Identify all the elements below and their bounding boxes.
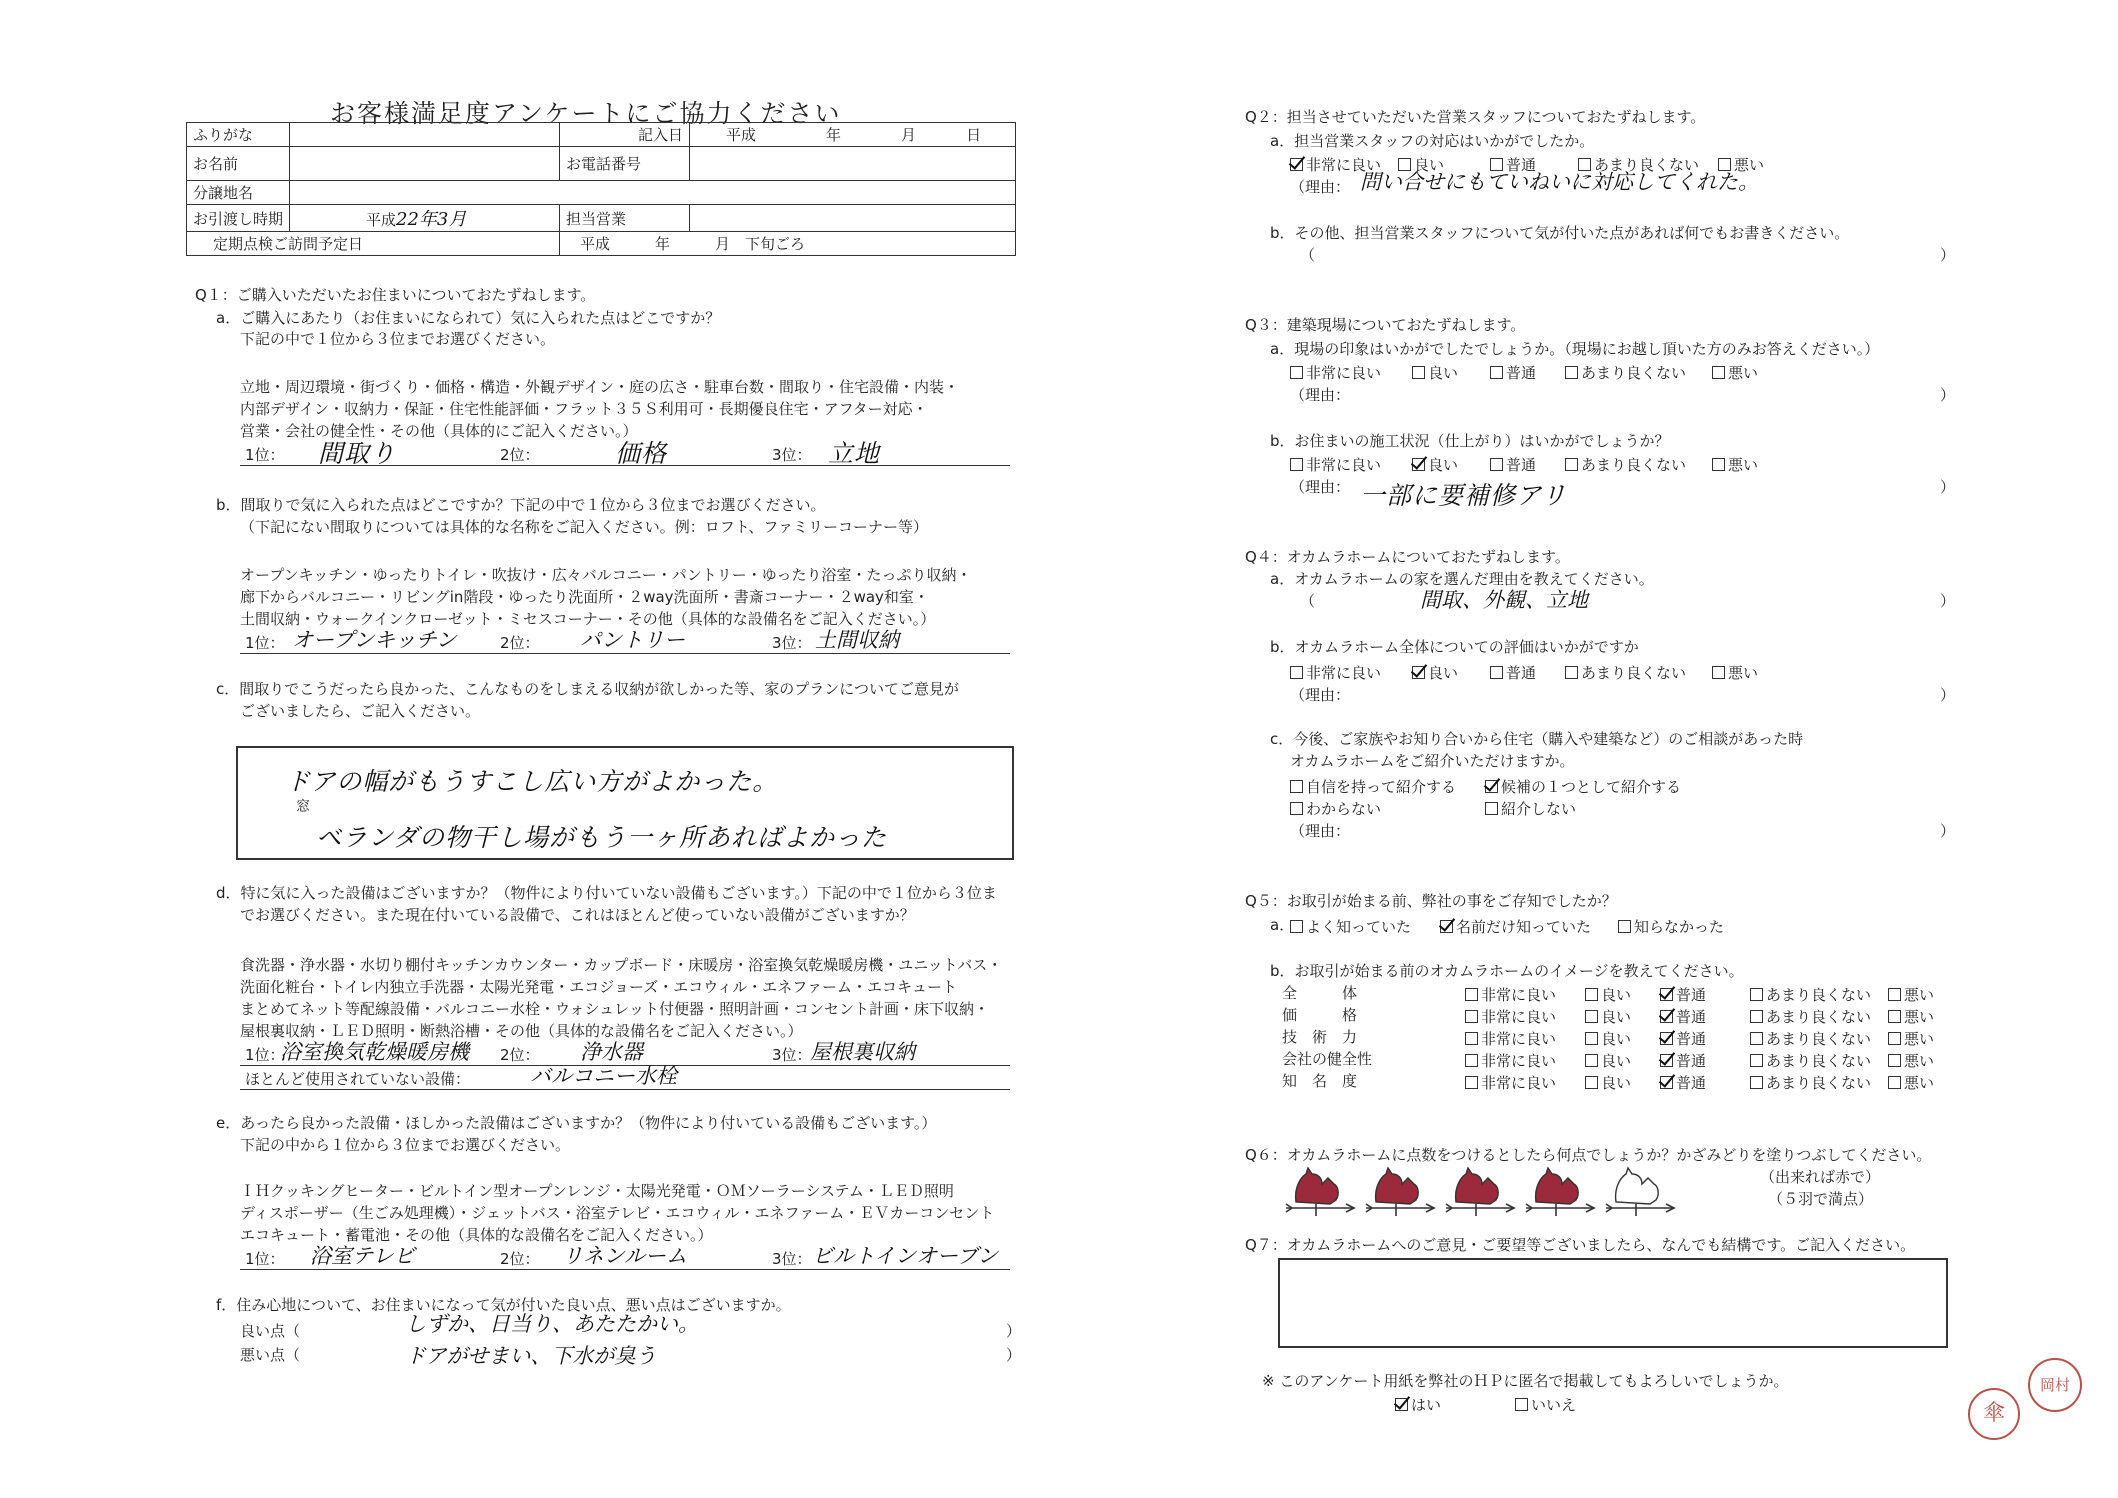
q1e-options-1: ＩＨクッキングヒーター・ビルトイン型オープンレンジ・太陽光発電・ＯＭソーラーシステム・ＬＥＤ照明 — [240, 1182, 954, 1200]
q5b-option[interactable]: 悪い — [1888, 1072, 1934, 1093]
q1d-question-2: でお選びください。また現在付いている設備で、これはほとんど使っていない設備がございますか？ — [240, 906, 915, 924]
q1f-good-close: ） — [1006, 1322, 1022, 1340]
q5a-opt-well[interactable]: よく知っていた — [1290, 916, 1411, 937]
q5b-row-label: 知 名 度 — [1282, 1072, 1358, 1090]
q4c-reason-close: ） — [1940, 822, 1956, 840]
q4c-opt-no[interactable]: 紹介しない — [1485, 798, 1576, 819]
q4c-reason-label: （理由： — [1290, 822, 1351, 840]
q5b-option[interactable]: 非常に良い — [1465, 1028, 1556, 1049]
q1f-bad-label: 悪い点（ — [240, 1346, 301, 1364]
checkbox[interactable] — [1712, 366, 1725, 379]
q2b-open: （ — [1300, 246, 1316, 264]
checkbox[interactable] — [1565, 458, 1578, 471]
q2a-reason-label: （理由： — [1290, 178, 1351, 196]
name-label: お名前 — [187, 147, 290, 181]
q2a-question: a．担当営業スタッフの対応はいかがでしたか。 — [1270, 132, 1595, 150]
checkbox[interactable] — [1712, 458, 1725, 471]
consent-yes[interactable]: はい — [1395, 1394, 1441, 1415]
q1b-options-3: 土間収納・ウォークインクローゼット・ミセスコーナー・その他（具体的な設備名をご記入ください。） — [240, 610, 936, 628]
q5b-row-label: 技 術 力 — [1282, 1028, 1358, 1046]
checkbox[interactable] — [1585, 1032, 1598, 1045]
q5b-option[interactable]: 普通 — [1660, 1006, 1706, 1027]
q1d-rank2-label: 2位： — [500, 1046, 540, 1064]
q1f-question: f．住み心地について、お住まいになって気が付いた良い点、悪い点はございますか。 — [216, 1296, 791, 1314]
q3b-reason-label: （理由： — [1290, 478, 1351, 496]
q5b-row-label: 価 格 — [1282, 1006, 1358, 1024]
weathervane-bird-icon[interactable] — [1282, 1164, 1358, 1220]
entry-date-field[interactable]: 平成 年 月 日 — [690, 123, 1016, 147]
checkbox[interactable] — [1660, 988, 1673, 1001]
q4a-answer[interactable]: 間取、外観、立地 — [1420, 588, 1588, 612]
q4a-close: ） — [1940, 592, 1956, 610]
checkbox[interactable] — [1485, 802, 1498, 815]
q2a-opt-very-good[interactable]: 非常に良い — [1290, 154, 1381, 175]
q1b-answer-1[interactable]: オープンキッチン — [292, 628, 457, 652]
q2a-opt-normal[interactable]: 普通 — [1490, 154, 1536, 175]
q3b-reason-answer[interactable]: 一部に要補修アリ — [1360, 481, 1568, 510]
q3b-opt-not-good[interactable]: あまり良くない — [1565, 454, 1686, 475]
q5b-option[interactable]: あまり良くない — [1750, 984, 1871, 1005]
q1c-question: c．間取りでこうだったら良かった、こんなものをしまえる収納が欲しかった等、家のプランについてご意見が — [216, 680, 959, 698]
checkbox[interactable] — [1290, 802, 1303, 815]
q3a-opt-not-good[interactable]: あまり良くない — [1565, 362, 1686, 383]
checkbox[interactable] — [1750, 1010, 1763, 1023]
checkbox[interactable] — [1660, 1032, 1673, 1045]
q5b-option[interactable]: 良い — [1585, 984, 1631, 1005]
sales-rep-field[interactable] — [690, 205, 1016, 232]
q1c-answer-note: 窓 — [296, 799, 310, 815]
checkbox[interactable] — [1395, 1398, 1408, 1411]
q2a-reason-answer[interactable]: 問い合せにもていねいに対応してくれた。 — [1360, 170, 1759, 194]
q1d-unused-label: ほとんど使用されていない設備： — [245, 1070, 471, 1088]
checkbox[interactable] — [1888, 1076, 1901, 1089]
weathervane-bird-icon[interactable] — [1442, 1164, 1518, 1220]
furigana-field[interactable] — [290, 123, 560, 147]
checkbox[interactable] — [1465, 1054, 1478, 1067]
q1b-question: b．間取りで気に入られた点はどこですか？下記の中で１位から３位までお選びください。 — [216, 496, 826, 514]
q6-heading: Q６：オカムラホームに点数をつけるとしたら何点でしょうか？かざみどりを塗りつぶしてください。 — [1245, 1146, 1932, 1164]
q4b-opt-bad[interactable]: 悪い — [1712, 662, 1758, 683]
q5b-option[interactable]: あまり良くない — [1750, 1028, 1871, 1049]
phone-field[interactable] — [690, 147, 1016, 181]
checkbox[interactable] — [1515, 1398, 1528, 1411]
q3b-opt-good[interactable]: 良い — [1412, 454, 1458, 475]
checkbox[interactable] — [1290, 920, 1303, 933]
q5b-option[interactable]: 悪い — [1888, 1050, 1934, 1071]
q1a-answer-2[interactable]: 価格 — [615, 439, 668, 468]
checkbox[interactable] — [1412, 366, 1425, 379]
q4a-question: a．オカムラホームの家を選んだ理由を教えてください。 — [1270, 570, 1654, 588]
q5b-option[interactable]: 普通 — [1660, 984, 1706, 1005]
q1d-answer-3[interactable]: 屋根裏収納 — [810, 1040, 915, 1064]
q4c-opt-candidate[interactable]: 候補の１つとして紹介する — [1485, 776, 1681, 797]
q5b-option[interactable]: あまり良くない — [1750, 1050, 1871, 1071]
q3a-question: a．現場の印象はいかがでしたでしょうか。（現場にお越し頂いた方のみお答えください。） — [1270, 340, 1880, 358]
checkbox[interactable] — [1750, 1076, 1763, 1089]
q1b-answer-3[interactable]: 土間収納 — [815, 628, 899, 652]
q1f-good-answer[interactable]: しずか、日当り、あたたかい。 — [405, 1312, 699, 1336]
q1a-answer-3[interactable]: 立地 — [828, 439, 881, 468]
q1b-answer-2[interactable]: パントリー — [580, 628, 685, 652]
q1d-answer-2[interactable]: 浄水器 — [580, 1040, 643, 1064]
checkbox[interactable] — [1465, 1032, 1478, 1045]
q4c-opt-confident[interactable]: 自信を持って紹介する — [1290, 776, 1456, 797]
q1d-options-1: 食洗器・浄水器・水切り棚付キッチンカウンター・カップボード・床暖房・浴室換気乾燥暖房機・ユニットバス・ — [240, 956, 1003, 974]
q1f-bad-answer[interactable]: ドアがせまい、下水が臭う — [405, 1344, 657, 1368]
handover-label: お引渡し時期 — [187, 205, 290, 232]
checkbox[interactable] — [1585, 988, 1598, 1001]
q5b-option[interactable]: 悪い — [1888, 1006, 1934, 1027]
q1e-answer-3[interactable]: ビルトインオーブン — [812, 1244, 999, 1268]
q2a-opt-bad[interactable]: 悪い — [1718, 154, 1764, 175]
checkbox[interactable] — [1888, 1054, 1901, 1067]
q1e-options-3: エコキュート・蓄電池・その他（具体的な設備名をご記入ください。） — [240, 1226, 713, 1244]
q1c-answer-1: ドアの幅がもうすこし広い方がよかった。 — [285, 767, 779, 796]
q1e-instruction: 下記の中から１位から３位までお選びください。 — [240, 1136, 571, 1154]
q5b-option[interactable]: 普通 — [1660, 1072, 1706, 1093]
q4b-opt-very-good[interactable]: 非常に良い — [1290, 662, 1381, 683]
checkbox[interactable] — [1750, 988, 1763, 1001]
q1c-answer-2: ベランダの物干し場がもう一ヶ所あればよかった — [316, 823, 888, 852]
checkbox[interactable] — [1750, 1054, 1763, 1067]
q5b-option[interactable]: 良い — [1585, 1028, 1631, 1049]
q2b-question: b．その他、担当営業スタッフについて気が付いた点があれば何でもお書きください。 — [1270, 224, 1850, 242]
q1e-rank3-label: 3位： — [772, 1250, 812, 1268]
q1a-options-2: 内部デザイン・収納力・保証・住宅性能評価・フラット３５Ｓ利用可・長期優良住宅・アフター対応・ — [240, 400, 928, 418]
checkbox[interactable] — [1490, 458, 1503, 471]
q5b-option[interactable]: 悪い — [1888, 984, 1934, 1005]
checkbox[interactable] — [1290, 366, 1303, 379]
q1d-options-4: 屋根裏収納・ＬＥＤ照明・断熱浴槽・その他（具体的な設備名をご記入ください。） — [240, 1022, 803, 1040]
q2a-opt-not-good[interactable]: あまり良くない — [1578, 154, 1699, 175]
q1b-options-2: 廊下からバルコニー・リビングin階段・ゆったり洗面所・２way洗面所・書斎コーナー・２way和室・ — [240, 588, 929, 606]
checkbox[interactable] — [1888, 1032, 1901, 1045]
q1b-rank3-label: 3位： — [772, 634, 812, 652]
customer-info-table — [186, 122, 1016, 256]
checkbox[interactable] — [1440, 920, 1453, 933]
q4b-reason-close: ） — [1940, 686, 1956, 704]
q3b-reason-close: ） — [1940, 478, 1956, 496]
q2a-opt-good[interactable]: 良い — [1398, 154, 1444, 175]
checkbox[interactable] — [1750, 1032, 1763, 1045]
q1a-options-3: 営業・会社の健全性・その他（具体的にご記入ください。） — [240, 422, 638, 440]
checkbox[interactable] — [1660, 1054, 1673, 1067]
q1a-question: a．ご購入にあたり（お住まいになられて）気に入られた点はどこですか？ — [216, 309, 721, 327]
q3b-question: b．お住まいの施工状況（仕上がり）はいかがでしょうか？ — [1270, 432, 1670, 450]
q1a-rank3-label: 3位： — [772, 446, 812, 464]
furigana-label: ふりがな — [187, 123, 290, 147]
sales-rep-label: 担当営業 — [560, 205, 690, 232]
q1f-good-label: 良い点（ — [240, 1322, 301, 1340]
checkbox[interactable] — [1888, 1010, 1901, 1023]
checkbox[interactable] — [1412, 666, 1425, 679]
subdivision-field[interactable] — [290, 181, 1016, 205]
weathervane-bird-icon[interactable] — [1522, 1164, 1598, 1220]
q5a-prefix: a． — [1270, 916, 1295, 934]
q4b-question: b．オカムラホーム全体についての評価はいかがですか — [1270, 638, 1639, 656]
q1a-options-1: 立地・周辺環境・街づくり・価格・構造・外観デザイン・庭の広さ・駐車台数・間取り・住宅設備・内装・ — [240, 378, 959, 396]
q5b-row-label: 会社の健全性 — [1282, 1050, 1373, 1068]
checkbox[interactable] — [1888, 988, 1901, 1001]
consent-no[interactable]: いいえ — [1515, 1394, 1576, 1415]
checkbox[interactable] — [1465, 1076, 1478, 1089]
q5b-option[interactable]: 普通 — [1660, 1028, 1706, 1049]
checkbox[interactable] — [1490, 366, 1503, 379]
checkbox[interactable] — [1412, 458, 1425, 471]
q6-note-max: （５羽で満点） — [1768, 1190, 1874, 1208]
q3a-opt-very-good[interactable]: 非常に良い — [1290, 362, 1381, 383]
q4b-opt-normal[interactable]: 普通 — [1490, 662, 1536, 683]
q5b-option[interactable]: 良い — [1585, 1050, 1631, 1071]
q3b-opt-bad[interactable]: 悪い — [1712, 454, 1758, 475]
checkbox[interactable] — [1485, 780, 1498, 793]
entry-date-label: 記入日 — [560, 123, 690, 147]
phone-label: お電話番号 — [560, 147, 690, 181]
seal-stamp: 傘 — [1968, 1388, 2020, 1440]
q7-heading: Q７：オカムラホームへのご意見・ご要望等ございましたら、なんでも結構です。ご記入ください。 — [1245, 1236, 1916, 1254]
q4c-question: c．今後、ご家族やお知り合いから住宅（購入や建築など）のご相談があった時 — [1270, 730, 1804, 748]
checkbox[interactable] — [1290, 458, 1303, 471]
q5b-option[interactable]: 良い — [1585, 1006, 1631, 1027]
q1a-answer-1[interactable]: 間取り — [318, 439, 397, 468]
q1d-options-2: 洗面化粧台・トイレ内独立手洗器・太陽光発電・エコジョーズ・エコウィル・エネファーム・エコキュート — [240, 978, 958, 996]
q1a-rank1-label: 1位： — [245, 446, 285, 464]
checkbox[interactable] — [1660, 1076, 1673, 1089]
q3a-reason-close: ） — [1940, 386, 1956, 404]
hanko-stamp: 岡村 — [2028, 1358, 2082, 1412]
q5a-opt-unknown[interactable]: 知らなかった — [1618, 916, 1724, 937]
q5b-question: b．お取引が始まる前のオカムラホームのイメージを教えてください。 — [1270, 962, 1744, 980]
q5b-row-label: 全 体 — [1282, 984, 1358, 1002]
q1d-rank1-label: 1位： — [245, 1046, 285, 1064]
checkbox[interactable] — [1465, 1010, 1478, 1023]
q1b-rank1-label: 1位： — [245, 634, 285, 652]
q5b-option[interactable]: あまり良くない — [1750, 1072, 1871, 1093]
q3a-opt-good[interactable]: 良い — [1412, 362, 1458, 383]
q1e-answer-1[interactable]: 浴室テレビ — [310, 1244, 415, 1268]
q1e-rank2-label: 2位： — [500, 1250, 540, 1268]
handover-value: 22年3月 — [396, 209, 467, 230]
q5b-option[interactable]: 良い — [1585, 1072, 1631, 1093]
q6-note-red: （出来れば赤で） — [1760, 1168, 1881, 1186]
q1b-options-1: オープンキッチン・ゆったりトイレ・吹抜け・広々バルコニー・パントリー・ゆったり浴室・たっぷり収納・ — [240, 566, 972, 584]
weathervane-bird-icon[interactable] — [1602, 1164, 1678, 1220]
q1b-rank2-label: 2位： — [500, 634, 540, 652]
q5b-option[interactable]: 非常に良い — [1465, 984, 1556, 1005]
q3b-opt-very-good[interactable]: 非常に良い — [1290, 454, 1381, 475]
q2b-close: ） — [1940, 246, 1956, 264]
checkbox[interactable] — [1290, 666, 1303, 679]
q1a-instruction: 下記の中で１位から３位までお選びください。 — [240, 330, 556, 348]
q1e-rank1-label: 1位： — [245, 1250, 285, 1268]
checkbox[interactable] — [1585, 1054, 1598, 1067]
checkbox[interactable] — [1660, 1010, 1673, 1023]
checkbox[interactable] — [1465, 988, 1478, 1001]
consent-question: ※ このアンケート用紙を弊社のＨＰに匿名で掲載してもよろしいでしょうか。 — [1262, 1372, 1789, 1390]
q4-heading: Q４：オカムラホームについておたずねします。 — [1245, 548, 1570, 566]
q5b-option[interactable]: 普通 — [1660, 1050, 1706, 1071]
q1c-question-2: ございましたら、ご記入ください。 — [240, 702, 481, 720]
checkbox[interactable] — [1585, 1076, 1598, 1089]
q1d-question: d．特に気に入った設備はございますか？（物件により付いていない設備もございます。）下記の中で１位から３位ま — [216, 884, 997, 902]
q5a-opt-name-only[interactable]: 名前だけ知っていた — [1440, 916, 1591, 937]
q3a-opt-normal[interactable]: 普通 — [1490, 362, 1536, 383]
checkbox[interactable] — [1290, 158, 1303, 171]
name-field[interactable] — [290, 147, 560, 181]
handover-field[interactable]: 平成22年3月 — [290, 205, 560, 232]
q5b-option[interactable]: あまり良くない — [1750, 1006, 1871, 1027]
inspection-field[interactable]: 平成 年 月 下旬ごろ — [560, 232, 1016, 256]
q5b-option[interactable]: 非常に良い — [1465, 1050, 1556, 1071]
q1a-rank2-label: 2位： — [500, 446, 540, 464]
q5b-option[interactable]: 非常に良い — [1465, 1072, 1556, 1093]
q4b-opt-good[interactable]: 良い — [1412, 662, 1458, 683]
q5b-option[interactable]: 悪い — [1888, 1028, 1934, 1049]
q3b-opt-normal[interactable]: 普通 — [1490, 454, 1536, 475]
q1b-instruction: （下記にない間取りについては具体的な名称をご記入ください。例：ロフト、ファミリーコーナー等） — [240, 518, 929, 536]
checkbox[interactable] — [1618, 920, 1631, 933]
q1-heading: Q１：ご購入いただいたお住まいについておたずねします。 — [195, 286, 596, 304]
q1e-answer-2[interactable]: リネンルーム — [562, 1244, 688, 1268]
q1d-unused-answer[interactable]: バルコニー水栓 — [530, 1064, 677, 1088]
q1f-bad-close: ） — [1006, 1346, 1022, 1364]
q3a-reason-label: （理由： — [1290, 386, 1351, 404]
checkbox[interactable] — [1712, 666, 1725, 679]
checkbox[interactable] — [1565, 666, 1578, 679]
q1e-options-2: ディスポーザー（生ごみ処理機）・ジェットバス・浴室テレビ・エコウィル・エネファーム・ＥＶカーコンセント — [240, 1204, 995, 1222]
q4c-question-2: オカムラホームをご紹介いただけますか。 — [1290, 752, 1575, 770]
q4c-opt-unknown[interactable]: わからない — [1290, 798, 1381, 819]
q3-heading: Q３：建築現場についておたずねします。 — [1245, 316, 1526, 334]
weathervane-bird-icon[interactable] — [1362, 1164, 1438, 1220]
q4b-reason-label: （理由： — [1290, 686, 1351, 704]
checkbox[interactable] — [1290, 780, 1303, 793]
q1d-answer-1[interactable]: 浴室換気乾燥暖房機 — [280, 1040, 469, 1064]
q3a-opt-bad[interactable]: 悪い — [1712, 362, 1758, 383]
checkbox[interactable] — [1490, 666, 1503, 679]
survey-title: お客様満足度アンケートにご協力ください — [330, 99, 842, 128]
q1e-question: e．あったら良かった設備・ほしかった設備はございますか？（物件により付いている設備もございます。） — [216, 1114, 937, 1132]
q4b-opt-not-good[interactable]: あまり良くない — [1565, 662, 1686, 683]
q5b-option[interactable]: 非常に良い — [1465, 1006, 1556, 1027]
checkbox[interactable] — [1565, 366, 1578, 379]
q7-comment-box[interactable] — [1278, 1258, 1948, 1348]
q2-heading: Q２：担当させていただいた営業スタッフについておたずねします。 — [1245, 108, 1706, 126]
inspection-label: 定期点検ご訪問予定日 — [187, 232, 560, 256]
subdivision-label: 分譲地名 — [187, 181, 290, 205]
q5-heading: Q５：お取引が始まる前、弊社の事をご存知でしたか？ — [1245, 892, 1617, 910]
checkbox[interactable] — [1585, 1010, 1598, 1023]
q4a-open: （ — [1300, 592, 1316, 610]
q1d-options-3: まとめてネット等配線設備・バルコニー水栓・ウォシュレット付便器・照明計画・コンセント計画・床下収納・ — [240, 1000, 989, 1018]
q1d-rank3-label: 3位： — [772, 1046, 812, 1064]
